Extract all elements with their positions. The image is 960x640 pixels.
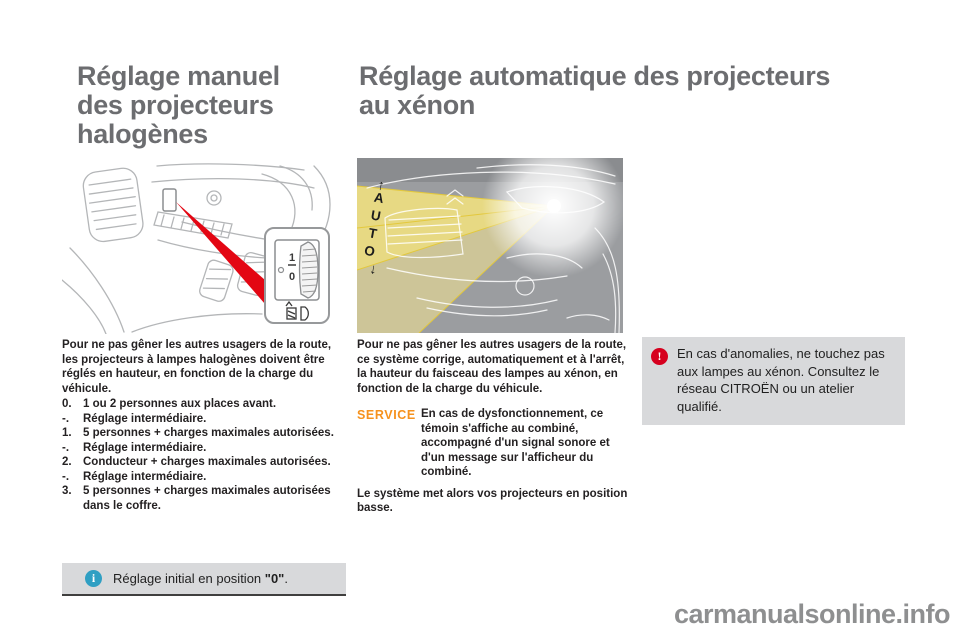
arrow-down-icon: ↓ — [368, 260, 379, 278]
xenon-warning-box — [642, 337, 905, 425]
title-line: halogènes — [77, 119, 208, 149]
list-item: 1. 5 personnes + charges maximales autorisées. — [62, 427, 334, 439]
title-line: au xénon — [359, 90, 476, 120]
pedal-icon — [198, 259, 234, 303]
service-warning-lamp-icon: SERVICE — [357, 408, 416, 422]
warning-text: En cas d'anomalies, ne touchez pas aux lampes au xénon. Consultez le réseau CITROËN ou un atelier qualifié. — [677, 346, 885, 414]
list-item: -. Réglage intermédiaire. — [62, 412, 207, 425]
arrow-up-icon: ↑ — [376, 176, 386, 194]
watermark: carmanualsonline.info — [673, 599, 950, 629]
car-front-sketch — [357, 158, 623, 333]
service-warning-row — [357, 407, 635, 480]
dial-mark-1: 1 — [288, 252, 296, 264]
headlight-leveling-thumbwheel — [265, 228, 329, 323]
xenon-section-title — [359, 62, 879, 120]
title-line: Réglage automatique des projecteurs — [359, 61, 831, 91]
title-line: des projecteurs — [77, 90, 274, 120]
halogen-section-title — [77, 62, 357, 149]
load-position-list — [62, 397, 349, 513]
info-icon: i — [85, 570, 102, 587]
air-vent-icon — [82, 166, 145, 243]
xenon-text-column — [357, 338, 635, 516]
control-location-highlight — [163, 189, 176, 211]
note-prefix: Réglage initial en position — [113, 571, 265, 586]
dial-mark-0: 0 — [288, 271, 296, 283]
xenon-headlight-illustration — [357, 158, 623, 333]
dashboard-sketch — [62, 162, 346, 334]
list-item: 0. 1 ou 2 personnes aux places avant. — [62, 398, 277, 410]
initial-setting-note — [62, 563, 346, 596]
warning-icon: ! — [651, 348, 668, 365]
note-value: "0" — [264, 571, 285, 586]
xenon-intro: Pour ne pas gêner les autres usagers de la route, ce système corrige, automatiquement et à l'arrêt, la hauteur du faisceau des lampes au xénon, en fonction de la charge du véhicule. — [357, 339, 627, 395]
list-item: 3. 5 personnes + charges maximales autorisées dans le coffre. — [62, 485, 331, 512]
halogen-text-column — [62, 338, 349, 513]
service-warning-text: En cas de dysfonctionnement, ce témoin s'affiche au combiné, accompagné d'un signal sonore et d'un message sur l'afficheur du combiné. — [421, 408, 610, 478]
halogen-intro: Pour ne pas gêner les autres usagers de la route, les projecteurs à lampes halogènes doivent être réglés en hauteur, en fonction de la charge du véhicule. — [62, 339, 332, 395]
auto-text: AUTO — [360, 189, 388, 263]
note-suffix: . — [284, 571, 288, 586]
halogen-dashboard-illustration — [62, 162, 346, 334]
list-item: -. Réglage intermédiaire. — [62, 470, 207, 483]
xenon-footer-text: Le système met alors vos projecteurs en position basse. — [357, 487, 628, 514]
list-item: -. Réglage intermédiaire. — [62, 441, 207, 454]
note-text — [113, 571, 288, 586]
list-item: 2. Conducteur + charges maximales autorisées. — [62, 456, 331, 468]
title-line: Réglage manuel — [77, 61, 280, 91]
